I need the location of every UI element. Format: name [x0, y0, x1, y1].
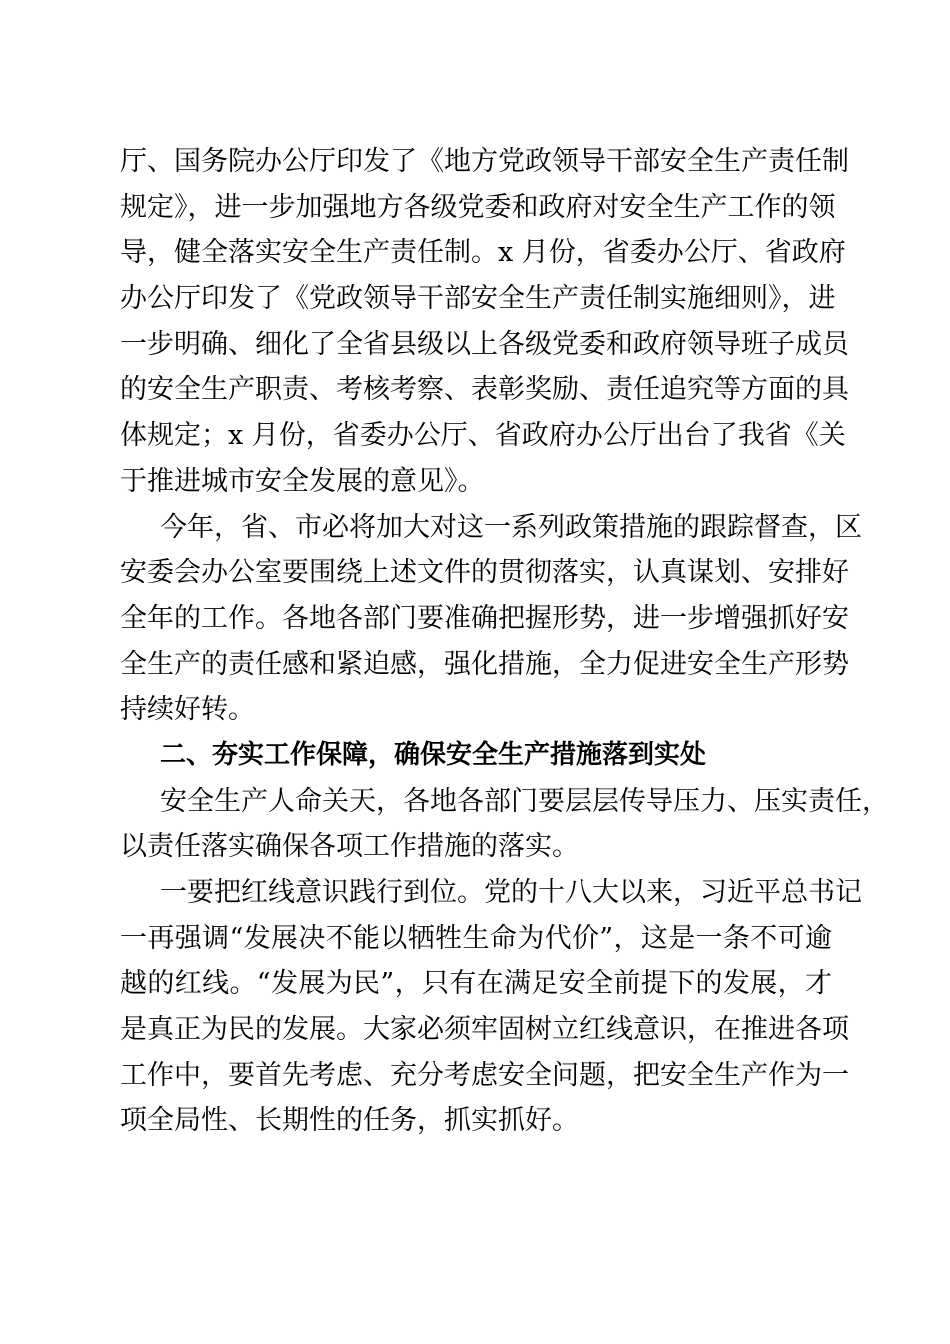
text-line: 于推进城市安全发展的意见》。 — [120, 465, 485, 497]
text-line: 厅、国务院办公厅印发了《地方党政领导干部安全生产责任制 — [120, 146, 849, 177]
paragraph-this-year — [120, 505, 862, 733]
text-line: 办公厅印发了《党政领导干部安全生产责任制实施细则》，进 — [120, 283, 836, 315]
text-line: 今年，省、市必将加大对这一系列政策措施的跟踪督查，区 — [160, 511, 862, 543]
text-line: 一再强调“发展决不能以牺牲生命为代价”，这是一条不可逾 — [120, 922, 832, 954]
text-line: 的安全生产职责、考核考察、表彰奖励、责任追究等方面的具 — [120, 374, 849, 406]
text-line: 安委会办公室要围绕上述文件的贯彻落实，认真谋划、安排好 — [120, 557, 849, 589]
section-heading: 二、夯实工作保障，确保安全生产措施落到实处 — [160, 739, 707, 770]
document-body — [120, 139, 889, 1144]
paragraph-responsibility — [120, 779, 889, 870]
text-line: 体规定；x 月份，省委办公厅、省政府办公厅出台了我省《关 — [120, 420, 846, 452]
text-line: 工作中，要首先考虑、充分考虑安全问题，把安全生产作为一 — [120, 1059, 849, 1091]
paragraph-red-line — [120, 870, 862, 1144]
text-line: 安全生产人命关天，各地各部门要层层传导压力、压实责任， — [160, 785, 889, 817]
text-line: 持续好转。 — [120, 694, 255, 726]
text-line: 一要把红线意识践行到位。党的十八大以来，习近平总书记 — [160, 877, 862, 908]
text-line: 越的红线。“发展为民”，只有在满足安全前提下的发展，才 — [120, 968, 832, 1000]
text-line: 一步明确、细化了全省县级以上各级党委和政府领导班子成员 — [120, 328, 849, 360]
text-line: 项全局性、长期性的任务，抓实抓好。 — [120, 1105, 579, 1137]
text-line: 规定》，进一步加强地方各级党委和政府对安全生产工作的领 — [120, 191, 836, 223]
text-line: 全年的工作。各地各部门要准确把握形势，进一步增强抓好安 — [120, 602, 849, 634]
text-line: 全生产的责任感和紧迫感，强化措施，全力促进安全生产形势 — [120, 648, 849, 680]
text-line: 是真正为民的发展。大家必须牢固树立红线意识，在推进各项 — [120, 1014, 849, 1046]
paragraph-policy-documents — [120, 139, 849, 505]
text-line: 以责任落实确保各项工作措施的落实。 — [120, 831, 579, 863]
text-line: 导，健全落实安全生产责任制。x 月份，省委办公厅、省政府 — [120, 237, 846, 269]
